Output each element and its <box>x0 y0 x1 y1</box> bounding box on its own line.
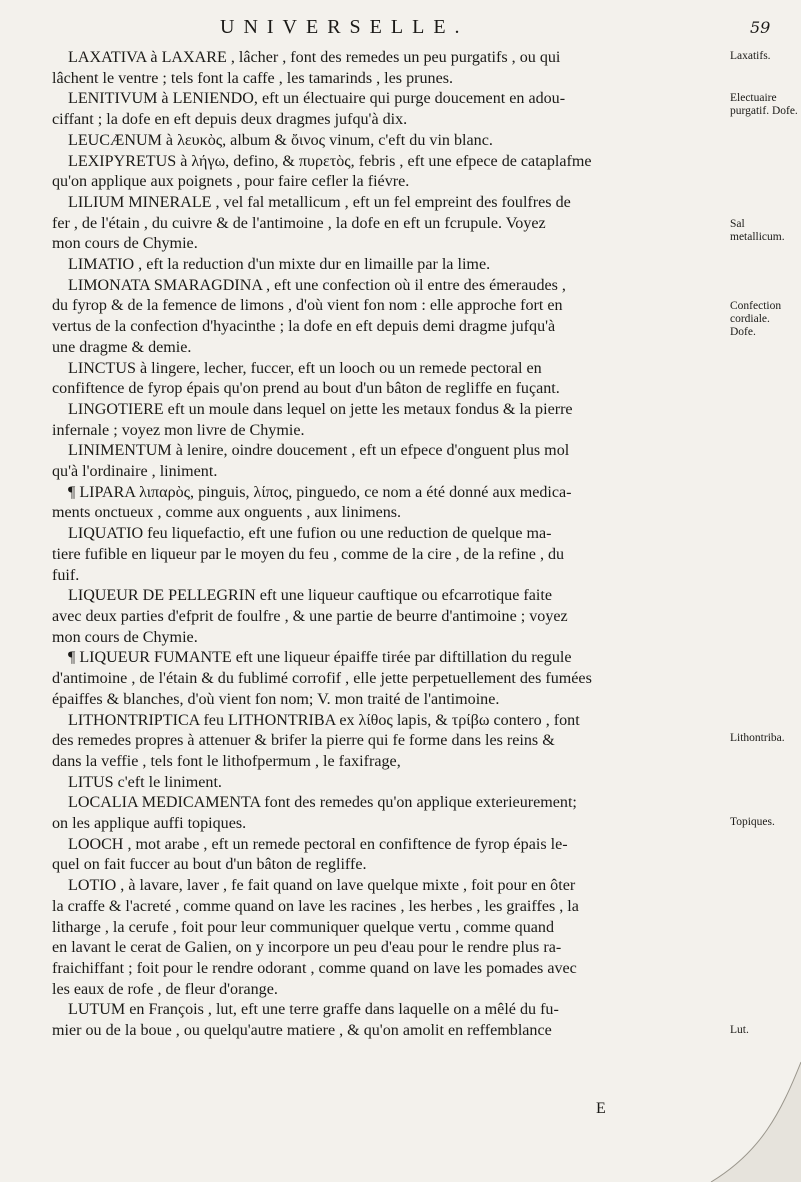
text-line: LIMONATA SMARAGDINA , eft une confection où il entre des émeraudes , <box>68 276 566 294</box>
text-line: épaiffes & blanches, d'où vient fon nom; V. mon traité de l'antimoine. <box>52 690 500 708</box>
text-line: LIQUEUR DE PELLEGRIN eft une liqueur cauftique ou efcarrotique faite <box>68 587 552 605</box>
margin-note-sal-metallicum: Sal metallicum. <box>730 218 785 243</box>
text-line: vertus de la confection d'hyacinthe ; la dofe en eft depuis demi dragme jufqu'à <box>52 318 556 336</box>
text-line: LITUS c'eft le liniment. <box>68 773 222 791</box>
text-line: LIMATIO , eft la reduction d'un mixte dur en limaille par la lime. <box>68 256 491 274</box>
text-line: LOTIO , à lavare, laver , fe fait quand on lave quelque mixte , foit pour en ôter <box>68 877 576 895</box>
text-line: LITHONTRIPTICA feu LITHONTRIBA ex λίθος lapis, & τρίβω contero , font <box>68 711 580 729</box>
text-line: en lavant le cerat de Galien, on y incorpore un peu d'eau pour le rendre plus ra- <box>52 939 562 957</box>
text-line: ments onctueux , comme aux onguents , aux linimens. <box>52 504 402 522</box>
text-line: une dragme & demie. <box>52 338 192 356</box>
text-line: LINGOTIERE eft un moule dans lequel on jette les metaux fondus & la pierre <box>68 400 573 418</box>
text-line: LEUCÆNUM à λευκὸς, album & ὄινος vinum, c'eft du vin blanc. <box>68 131 493 149</box>
text-line: qu'à l'ordinaire , liniment. <box>52 463 218 481</box>
text-line: qu'on applique aux poignets , pour faire cefler la fiévre. <box>52 173 410 191</box>
text-line: LOCALIA MEDICAMENTA font des remedes qu'on applique exterieurement; <box>68 794 577 812</box>
running-head-title: UNIVERSELLE. <box>220 16 469 38</box>
text-line: la craffe & l'acreté , comme quand on lave les racines , les herbes , les graiffes , la <box>52 897 579 915</box>
margin-note-lut: Lut. <box>730 1024 749 1036</box>
page-curl-shadow <box>681 1052 801 1182</box>
margin-note-lithontriba: Lithontriba. <box>730 732 785 744</box>
text-line: LEXIPYRETUS à λήγω, defino, & πυρετὸς, febris , eft une efpece de cataplafme <box>68 152 592 170</box>
text-line: ciffant ; la dofe en eft depuis deux dragmes jufqu'à dix. <box>52 111 408 129</box>
text-line: LINCTUS à lingere, lecher, fuccer, eft un looch ou un remede pectoral en <box>68 359 542 377</box>
text-line: du fyrop & de la femence de limons , d'où vient fon nom : elle approche fort en <box>52 297 563 315</box>
catchword: E <box>596 1100 606 1117</box>
text-line: LUTUM en François , lut, eft une terre graffe dans laquelle on a mêlé du fu- <box>68 1001 559 1019</box>
text-line: lâchent le ventre ; tels font la caffe , les tamarinds , les prunes. <box>52 69 454 87</box>
text-line: fer , de l'étain , du cuivre & de l'antimoine , la dofe en eft un fcrupule. Voyez <box>52 214 546 232</box>
text-line: litharge , la cerufe , foit pour leur communiquer quelque vertu , comme quand <box>52 918 555 936</box>
page-number: 59 <box>750 18 771 37</box>
text-line: quel on fait fuccer au bout d'un bâton de regliffe. <box>52 856 367 874</box>
text-line: on les applique auffi topiques. <box>52 815 247 833</box>
text-line: LOOCH , mot arabe , eft un remede pectoral en confiftence de fyrop épais le- <box>68 835 568 853</box>
text-line: LINIMENTUM à lenire, oindre doucement , eft un efpece d'onguent plus mol <box>68 442 570 460</box>
text-line: infernale ; voyez mon livre de Chymie. <box>52 421 305 439</box>
text-line: dans la veffie , tels font le lithofpermum , le faxifrage, <box>52 752 401 770</box>
text-line: mon cours de Chymie. <box>52 628 198 646</box>
margin-note-confection: Confection cordiale. Dofe. <box>730 300 782 338</box>
dictionary-text-column <box>52 48 718 1042</box>
text-line: mon cours de Chymie. <box>52 235 198 253</box>
text-line: des remedes propres à attenuer & brifer la pierre qui fe forme dans les reins & <box>52 732 555 750</box>
text-line: avec deux parties d'efprit de foulfre , & une partie de beurre d'antimoine ; voyez <box>52 607 568 625</box>
margin-note-laxatifs: Laxatifs. <box>730 50 771 62</box>
text-line: ¶ LIPARA λιπαρὸς, pinguis, λίπος, pinguedo, ce nom a été donné aux medica- <box>68 483 572 501</box>
text-line: LAXATIVA à LAXARE , lâcher , font des remedes un peu purgatifs , ou qui <box>68 49 561 66</box>
text-line: LENITIVUM à LENIENDO, eft un électuaire qui purge doucement en adou- <box>68 90 566 108</box>
text-line: mier ou de la boue , ou quelqu'autre matiere , & qu'on amolit en reffemblance <box>52 1022 552 1040</box>
text-line: ¶ LIQUEUR FUMANTE eft une liqueur épaiffe tirée par diftillation du regule <box>68 649 572 667</box>
text-line: LIQUATIO feu liquefactio, eft une fufion ou une reduction de quelque ma- <box>68 525 552 543</box>
margin-note-topiques: Topiques. <box>730 816 775 828</box>
text-line: tiere fufible en liqueur par le moyen du feu , comme de la cire , de la refine , du <box>52 545 565 563</box>
text-line: d'antimoine , de l'étain & du fublimé corrofif , elle jette perpetuellement des fumées <box>52 670 592 688</box>
text-line: fuif. <box>52 566 80 584</box>
text-line: les eaux de rofe , de fleur d'orange. <box>52 980 278 998</box>
text-line: fraichiffant ; foit pour le rendre odorant , comme quand on lave les pomades avec <box>52 959 577 977</box>
text-line: LILIUM MINERALE , vel fal metallicum , eft un fel empreint des foulfres de <box>68 193 571 211</box>
text-line: confiftence de fyrop épais qu'on prend au bout d'un bâton de regliffe en fuçant. <box>52 380 560 398</box>
margin-note-electuaire: Electuaire purgatif. Dofe. <box>730 92 798 117</box>
running-head <box>0 16 801 46</box>
